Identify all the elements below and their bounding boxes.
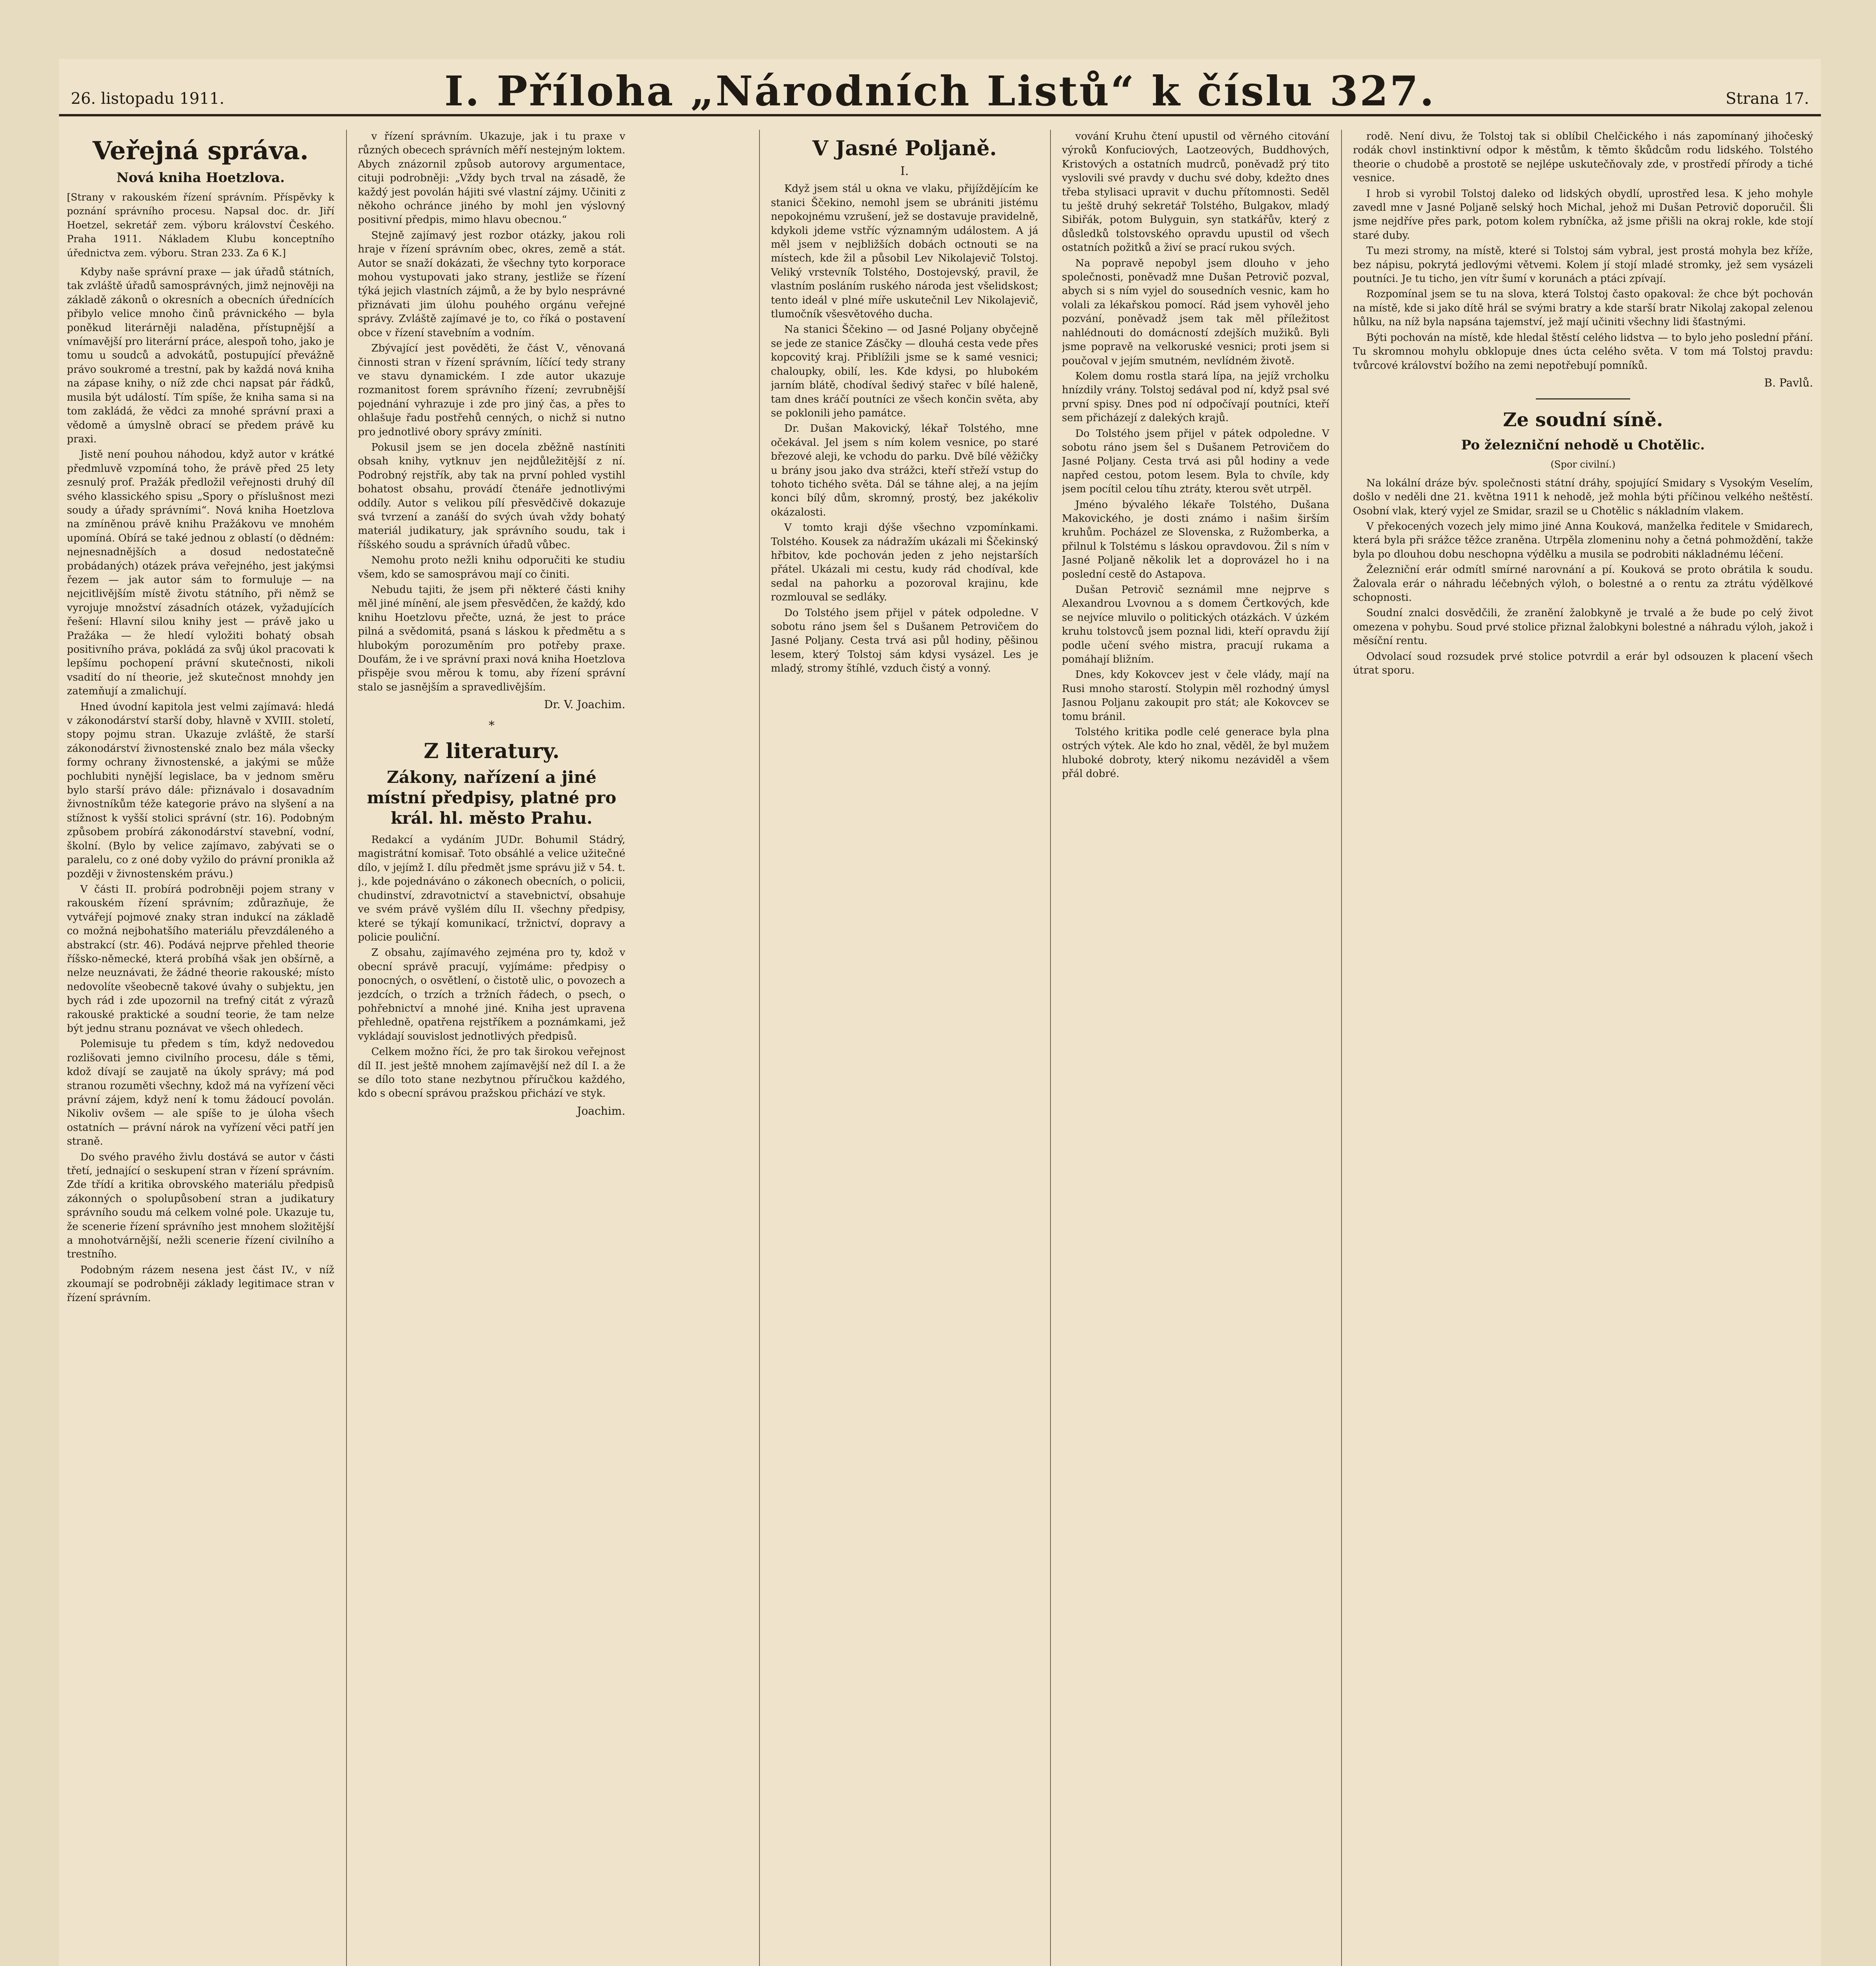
column-rule	[1341, 130, 1342, 1966]
section-title: Veřejná správa.	[92, 136, 309, 166]
paragraph: Dnes, kdy Kokovcev jest v čele vlády, mají na Rusi mnoho starostí. Stolypin měl rozhodný úmysl Jasnou Poljanu zakoupit pro stát; ale Kokovcev se tomu bránil.	[1062, 669, 1329, 723]
paragraph: Železniční erár odmítl smírné narovnání a pí. Kouková se proto obrátila k soudu. Žalovala erár o náhradu léčebných výloh, o bolestné a o rentu za ztrátu výdělkové schopnosti.	[1353, 564, 1813, 604]
paragraph: V překocených vozech jely mimo jiné Anna Kouková, manželka ředitele v Smidarech, která byla při srážce těžce zraněna. Utrpěla zlomeninu nohy a četná pohmoždění, takže byla po dlouhou dobu neschopna výdělku a musila se podrobiti nákladnému léčení.	[1353, 520, 1813, 560]
paragraph: Stejně zajímavý jest rozbor otázky, jakou roli hraje v řízení správním obec, okres, země a stát. Autor se snaží dokázati, že všechny tyto korporace mohou vystupovati jako strany, jestliže se řízení týká jejich vlastních zájmů, a že by bylo nesprávné přiznávati jim úlohu pouhého orgánu veřejné správy. Zvláště zajímavé je to, co říká o postavení obce v řízení stavebním a vodním.	[358, 229, 625, 339]
paragraph: Soudní znalci dosvědčili, že zranění žalobkyně je trvalé a že bude po celý život omezena v pohybu. Soud prvé stolice přiznal žalobkyni bolestné a náhradu výloh, jakož i měsíční rentu.	[1353, 607, 1813, 647]
divider-star: *	[488, 718, 495, 733]
section-title-court: Ze soudní síně.	[1503, 409, 1663, 431]
paragraph: Na lokální dráze býv. společnosti státní dráhy, spojující Smidary s Vysokým Veselím, došlo v neděli dne 21. května 1911 k nehodě, jež mohla býti příčinou velkého neštěstí. Osobní vlak, který vyjel ze Smidar, srazil se u Chotělic s nákladním vlakem.	[1353, 477, 1813, 517]
paragraph: Hned úvodní kapitola jest velmi zajímavá: hledá v zákonodárství starší doby, hlavně v XVIII. století, stopy pojmu stran. Ukazuje zvláště, že starší zákonodárství živnostenské znalo bez mála všecky formy ochrany živnostenské, a jakými se může pochlubiti nynější legislace, ba v jednom směru bylo starší právo dále: přiznávalo i dosavadním živnostníkům téže kategorie právo na slyšení a na stížnost k vyšší stolici správní (str. 16). Podobným způsobem probírá zákonodárství stavební, vodní, školní. (Bylo by velice zajímavo, zabývati se o paralelu, co z oné doby vyžilo do právní pronikla až později v živnostenském právu.)	[67, 701, 334, 880]
paragraph: Celkem možno říci, že pro tak širokou veřejnost díl II. jest ještě mnohem zajímavější než díl I. a že se dílo toto stane nezbytnou příručkou každého, kdo s obecní správou pražskou přichází ve styk.	[358, 1046, 625, 1100]
paragraph: Na popravě nepobyl jsem dlouho v jeho společnosti, poněvadž mne Dušan Petrovič pozval, abych si s ním vyjel do sousedních vesnic, kam ho volali za lékařskou pomocí. Rád jsem vyhověl jeho pozvání, poněvadž jsem tak měl příležitost nahlédnouti do domácností zdejších mužiků. Byli jsme popravě na velkoruské vesnici; proti jsem si poučoval v jejím smutném, nevlídném životě.	[1062, 257, 1329, 367]
page-number: Strana 17.	[1725, 90, 1809, 108]
book-citation: [Strany v rakouském řízení správním. Příspěvky k poznání správního procesu. Napsal doc. dr. Jiří Hoetzel, sekretář zem. výboru království Českého. Praha 1911. Nákladem Klubu konceptního úřednictva zem. výboru. Stran 233. Za 6 K.]	[67, 191, 334, 259]
paragraph: Na stanici Ščekino — od Jasné Poljany obyčejně se jede ze stanice Zásčky — dlouhá cesta vede přes kopcovitý kraj. Přiblížili jsme se k samé vesnici; chaloupky, obilí, les. Kde kdysi, po hlubokém jarním blátě, chodíval šedivý stařec v bílé haleně, tam dnes kráčí poutníci ze všech končin světa, aby se poklonili jeho památce.	[771, 324, 1038, 419]
paragraph: Tu mezi stromy, na místě, které si Tolstoj sám vybral, jest prostá mohyla bez kříže, bez nápisu, pokrytá jedlovými větvemi. Kolem jí stojí mladé stromky, jež sem vysázeli poutníci. Je tu ticho, jen vítr šumí v korunách a ptáci zpívají.	[1353, 245, 1813, 285]
column-rule	[1050, 130, 1051, 1966]
paragraph: Nemohu proto nežli knihu odporučiti ke studiu všem, kdo se samosprávou mají co činiti.	[358, 554, 625, 580]
paragraph: Redakcí a vydáním JUDr. Bohumil Stádrý, magistrátní komisař. Toto obsáhlé a velice užitečné dílo, v jejímž I. dílu předmět jsme správu již v 54. t. j., kde pojednáváno o zákonech obecních, o policii, chudinství, zdravotnictví a stavebnictví, obsahuje ve svém právě vyšlém dílu II. všechny předpisy, které se týkají komunikací, tržnictví, dopravy a policie pouliční.	[358, 834, 625, 943]
article-subtitle: Nová kniha Hoetzlova.	[116, 170, 285, 186]
column-five	[1353, 130, 1813, 1966]
column-four	[1062, 130, 1329, 1966]
paragraph: V části II. probírá podrobněji pojem strany v rakouském řízení správním; zdůrazňuje, že vytvářejí pojmové znaky stran indukcí na základě co možná nejbohatšího materiálu převzdáleného a abstrakcí (str. 46). Podává nejprve přehled theorie říšsko-německé, která probíhá však jen obšírně, a nelze neuznávati, že žádné theorie rakouské; místo nedovolíte všeobecně takové úvahy o subjektu, jen bych rád i zde upozornil na trefný citát z výrazů rakouské praktické a soudní teorie, že tam nelze být jednu stranu poznávat ve všech ohledech.	[67, 883, 334, 1035]
masthead	[59, 59, 1821, 116]
part-number: I.	[900, 164, 909, 178]
article-title: V Jasné Poljaně.	[812, 136, 997, 160]
paragraph: Jistě není pouhou náhodou, když autor v krátké předmluvě vzpomíná toho, že právě před 25 lety zesnulý prof. Pražák předložil veřejnosti druhý díl svého klassického spisu „Spory o příslušnost mezi soudy a úřady správními“. Nová kniha Hoetzlova na zmíněnou právě knihu Pražákovu ve mnohém upomíná. Obírá se také jednou z oblastí (o dědném: nejnesnadnějších a dosud nedostatečně probádaných) otázek práva veřejného, jest jakýmsi řezem — jak autor sám to formuluje — na nejcitlivějším místě životu státního, při němž se vyrojuje množství zásadních otázek, vyžadujících řešení: Hlavní silou knihy jest — právě jako u Pražáka — že hledí vyložiti bohatý obsah positivního práva, pokládá za svůj úkol pracovati k lepšímu pochopení právní skutečnosti, nikoli vsadití do ní theorie, jež skutečnost mnohdy jen zatemňují a zmalichují.	[67, 449, 334, 698]
column-rule	[759, 130, 760, 1966]
signature: Dr. V. Joachim.	[544, 698, 625, 711]
paragraph: Dr. Dušan Makovický, lékař Tolstého, mne očekával. Jel jsem s ním kolem vesnice, po staré březové aleji, ke vchodu do parku. Dvě bílé věžičky u brány jsou jako dva strážci, kteří střeží vstup do tohoto tichého světa. Dál se táhne alej, a na jejím konci bílý dům, skromný, prostý, bez jakékoliv okázalosti.	[771, 423, 1038, 518]
paragraph: Pokusil jsem se jen docela zběžně nastíniti obsah knihy, vytknuv jen nejdůležitější z ní. Podrobný rejstřík, aby tak na první pohled vystihl bohatost obsahu, provádí čtenáře jednotlivými oddíly. Autor s velikou pílí přesvědčivě dokazuje svá tvrzení a zanáší do svých úvah vždy bohatý materiál judikatury, jak správního soudu, tak i říšského soudu a správních úřadů vůbec.	[358, 441, 625, 551]
paragraph: vování Kruhu čtení upustil od věrného citování výroků Konfuciových, Laotzeových, Buddhových, Kristových a ostatních mudrců, poněvadž prý tito vyslovili své pravdy v duchu své doby, kdežto dnes třeba stylisaci upravit v duchu přítomnosti. Seděl tu ještě druhý sekretář Tolstého, Bulgakov, mladý Sibiřák, potom Bulyguin, syn statkářův, který z důsledků tolstovského opravdu upustil od všech ostatních požitků a živí se prací rukou svých.	[1062, 131, 1329, 254]
issue-date: 26. listopadu 1911.	[71, 90, 225, 108]
column-jasna-poljana	[771, 130, 1038, 1966]
paragraph: Z obsahu, zajímavého zejména pro ty, kdož v obecní správě pracují, vyjímáme: předpisy o ponocných, o osvětlení, o čistotě ulic, o povozech a jezdcích, o trzích a tržních řádech, o psech, o pohřebnictví a mnohé jiné. Kniha jest upravena přehledně, opatřena rejstříkem a poznámkami, jež vykládají souvislost jednotlivých předpisů.	[358, 947, 625, 1042]
paragraph: v řízení správním. Ukazuje, jak i tu praxe v různých obecech správních měří nestejným loktem. Abych znázornil způsob autorovy argumentace, cituji podrobněji: „Vždy bych trval na zásadě, že každý jest povolán hájiti své vlastní zájmy. Učiniti z někoho ochránce jiného by mohl jen výslovný positivní předpis, mimo hlavu obecnou.“	[358, 131, 625, 226]
paragraph: Zbývající jest pověděti, že část V., věnovaná činnosti stran v řízení správním, líčící tedy strany ve stavu dynamickém. I zde autor ukazuje rozmanitost forem správního řízení; zevrubnější pojednání vyhrazuje i zde pro jiný čas, a přes to ohlašuje řadu postřehů cenných, o nichž si nutno pro jednotlivé obory správy zmíniti.	[358, 342, 625, 438]
paragraph: Dušan Petrovič seznámil mne nejprve s Alexandrou Lvovnou a s domem Čertkových, kde se nejvíce mluvilo o politických otázkách. V úzkém kruhu tolstovců jsem poznal lidi, kteří opravdu žijí podle učení svého mistra, pracují rukama a pomáhají bližním.	[1062, 584, 1329, 666]
paragraph: Kolem domu rostla stará lípa, na jejíž vrcholku hnízdily vrány. Tolstoj sedával pod ní, když psal své první spisy. Dnes pod ní odpočívají poutníci, kteří sem přicházejí z dalekých krajů.	[1062, 370, 1329, 424]
paragraph: I hrob si vyrobil Tolstoj daleko od lidských obydlí, uprostřed lesa. K jeho mohyle zavedl mne v Jasné Poljaně selský hoch Michal, jehož mi Dušan Petrovič doporučil. Šli jsme nejdříve přes park, potom kolem rybníčka, až jsme přišli na okraj rokle, kde stojí staré duby.	[1353, 188, 1813, 241]
section-title-literature: Z literatury.	[424, 739, 560, 764]
paragraph: Do svého pravého živlu dostává se autor v části třetí, jednající o seskupení stran v řízení správním. Zde třídí a kritika obrovského materiálu předpisů zákonných o spolupůsobení stran a judikatury správního soudu má celkem volné pole. Ukazuje tu, že scenerie řízení správního jest mnohem složitější a mnohotvárnější, nežli scenerie řízení civilního a trestního.	[67, 1151, 334, 1261]
paragraph: Býti pochován na místě, kde hledal štěstí celého lidstva — to bylo jeho poslední přání. Tu skromnou mohylu obklopuje dnes úcta celého světa. V tom má Tolstoj pravdu: tvůrcové království božího na zemi nepotřebují pomníků.	[1353, 331, 1813, 372]
paragraph: Když jsem stál u okna ve vlaku, přijíždějícím ke stanici Ščekino, nemohl jsem se ubrániti jistému nepokojnému vzrušení, jež se dostavuje pravidelně, kdykoli jdeme vstříc významným událostem. A já měl jsem v nejbližších dobách octnouti se na místech, kde žil a působil Lev Nikolajevič Tolstoj. Veliký vrstevník Tolstého, Dostojevský, pravil, že vlastním posláním ruského národa jest všelidskost; tento ideál v plné míře uskutečnil Lev Nikolajevič, tlumočník všesvětového ducha.	[771, 183, 1038, 320]
column-verejna-sprava	[67, 130, 334, 1966]
paragraph: Do Tolstého jsem přijel v pátek odpoledne. V sobotu ráno jsem šel s Dušanem Petrovičem do Jasné Poljany. Cesta trvá asi půl hodiny, pěšinou lesem, který Tolstoj sám kdysi vysázel. Les je mladý, stromy štíhlé, vzduch čistý a vonný.	[771, 607, 1038, 675]
signature: B. Pavlů.	[1764, 376, 1813, 389]
paragraph: Podobným rázem nesena jest část IV., v níž zkoumají se podrobněji základy legitimace stran v řízení správním.	[67, 1264, 334, 1304]
paragraph: Tolstého kritika podle celé generace byla plna ostrých výtek. Ale kdo ho znal, věděl, že byl mužem hluboké dobroty, který nikomu nezáviděl a všem přál dobré.	[1062, 726, 1329, 780]
paragraph: Rozpomínal jsem se tu na slova, která Tolstoj často opakoval: že chce být pochován na místě, kde si jako dítě hrál se svými bratry a kde starší bratr Nikolaj zakopal zelenou hůlku, na níž byla napsána tajemství, jež mají učiniti všechny lidi šťastnými.	[1353, 288, 1813, 328]
paragraph: Kdyby naše správní praxe — jak úřadů státních, tak zvláště úřadů samosprávných, jimž nejnověji na základě zákonů o okresních a obecních úřednících přibylo velice mnoho činů právnického — byla poněkud literárněji naladěna, přístupnější a vnímavější pro literární práce, alespoň toho, jako je tomu u soudců a advokátů, postupující převážně právo soukromé a trestní, pak by každá nová kniha na zápase knihy, o níž zde chci napsat pár řádků, musila být událostí. Tím spíše, že kniha sama si na tom zakládá, že vědci za mnohé správní praxi a vědomě a úmyslně obrací se předem právě ku praxi.	[67, 266, 334, 445]
paragraph: V tomto kraji dýše všechno vzpomínkami. Tolstého. Kousek za nádražím ukázali mi Ščekinský hřbitov, kde pochován jeden z jeho nejstarších přátel. Ukázali mi cestu, kudy rád chodíval, kde sedal na pahorku a pozoroval krajinu, kde rozmlouval se sedláky.	[771, 522, 1038, 604]
paragraph: Do Tolstého jsem přijel v pátek odpoledne. V sobotu ráno jsem šel s Dušanem Petrovičem do Jasné Poljany. Cesta trvá asi půl hodiny a vede napřed cestou, potom lesem. Byla to chvíle, kdy jsem pocítil celou tíhu ztráty, kterou svět utrpěl.	[1062, 427, 1329, 495]
paragraph: Odvolací soud rozsudek prvé stolice potvrdil a erár byl odsouzen k placení všech útrat sporu.	[1353, 650, 1813, 676]
column-rule	[346, 130, 347, 1966]
case-type: (Spor civilní.)	[1550, 459, 1616, 470]
book-title: Zákony, nařízení a jiné místní předpisy, platné pro král. hl. město Prahu.	[367, 768, 617, 828]
column-two	[358, 130, 625, 1966]
article-subtitle: Po železniční nehodě u Chotělic.	[1461, 437, 1705, 453]
paragraph: Jméno bývalého lékaře Tolstého, Dušana Makovického, je dosti známo i našim širším kruhům. Pocházel ze Slovenska, z Ružomberka, a přilnul k Tolstému s láskou opravdovou. Žil s ním v Jasné Poljaně několik let a doprovázel ho i na poslední cestě do Astapova.	[1062, 499, 1329, 580]
newspaper-page	[59, 59, 1821, 1966]
signature: Joachim.	[577, 1104, 625, 1117]
paragraph: Nebudu tajiti, že jsem při některé části knihy měl jiné mínění, ale jsem přesvědčen, že každý, kdo knihu Hoetzlovu přečte, uzná, že jest to práce pilná a svědomitá, psaná s láskou k předmětu a s hlubokým porozuměním pro potřeby praxe. Doufám, že i ve správní praxi nová kniha Hoetzlova přispěje svou měrou k tomu, aby řízení správní stalo se jasnějším a spravedlivějším.	[358, 584, 625, 693]
supplement-title: I. Příloha „Národních Listů“ k číslu 327.	[444, 67, 1436, 115]
section-separator	[1536, 398, 1630, 399]
paragraph: Polemisuje tu předem s tím, když nedovedou rozlišovati jemno civilního procesu, dále s těmi, kdož dívají se zaujatě na úkoly správy; má pod stranou rozuměti všechny, kdož má na vyřízení věci právní zájem, když není k tomu žádoucí povolán. Nikoliv ovšem — ale spíše to je úloha všech ostatních — právní nárok na vyřízení věci patří jen straně.	[67, 1038, 334, 1148]
paragraph: rodě. Není divu, že Tolstoj tak si oblíbil Chelčického i nás zapomínaný jihočeský rodák chovl instinktivní odpor k městům, k těmto škůdcům rodu lidského. Tolstého theorie o chudobě a prostotě se nejlépe uskutečňovaly zde, v prostředí přírody a tiché vesnice.	[1353, 131, 1813, 184]
